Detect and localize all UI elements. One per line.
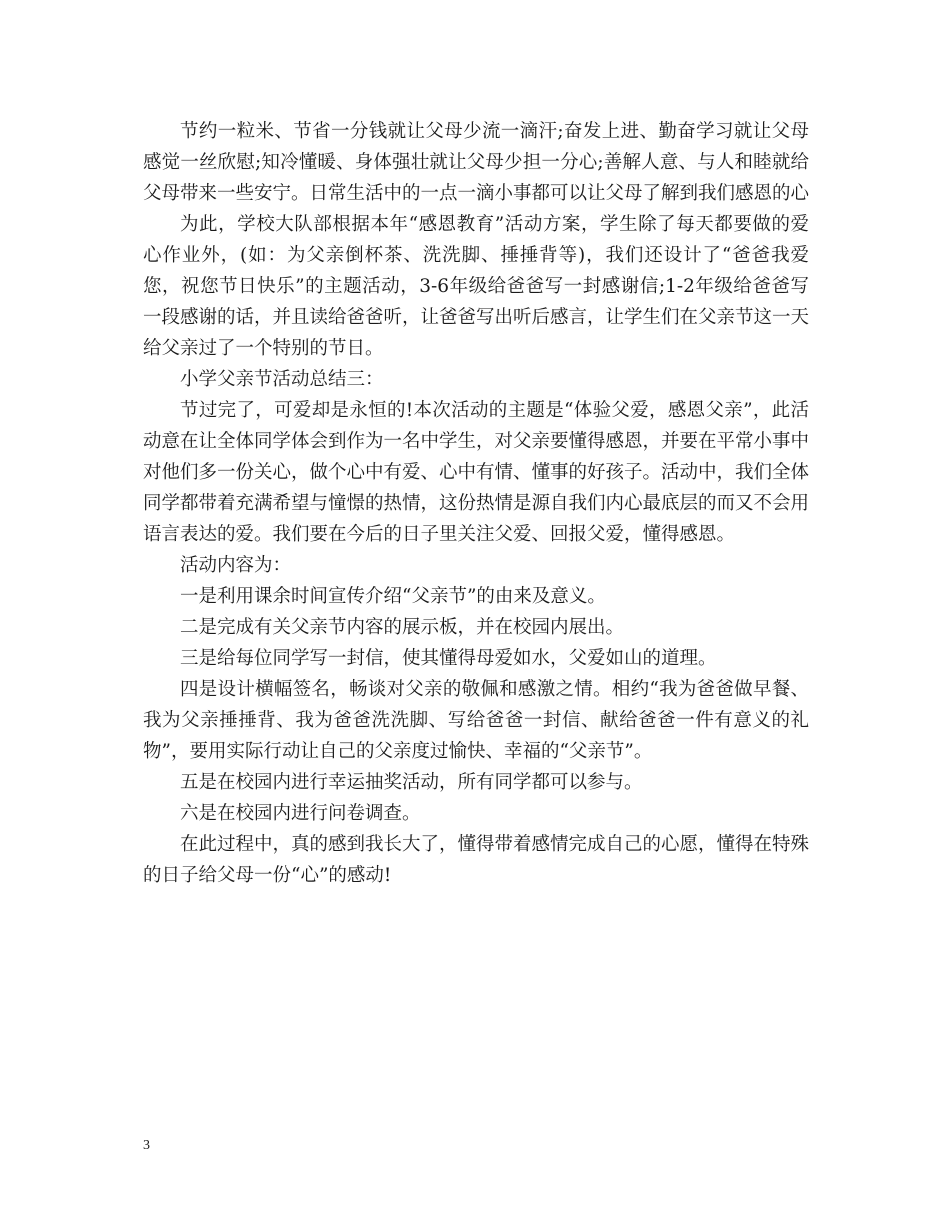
paragraph-2: 为此，学校大队部根据本年“感恩教育”活动方案，学生除了每天都要做的爱心作业外，(如：为父亲倒杯茶、洗洗脚、捶捶背等)，我们还设计了“爸爸我爱您，祝您节日快乐”的主题活动，3-6年级给爸爸写一封感谢信;1-2年级给爸爸写一段感谢的话，并且读给爸爸听，让爸爸写出听后感言，让学生们在父亲节这一天给父亲过了一个特别的节日。 [143,214,810,359]
paragraph-5-heading: 活动内容为： [180,555,292,576]
paragraph-3-heading: 小学父亲节活动总结三： [180,369,384,390]
document-body [143,116,809,891]
paragraph-1: 节约一粒米、节省一分钱就让父母少流一滴汗;奋发上进、勤奋学习就让父母感觉一丝欣慰;知冷懂暖、身体强壮就让父母少担一分心;善解人意、与人和睦就给父母带来一些安宁。日常生活中的一点一滴小事都可以让父母了解到我们感恩的心 [143,121,810,204]
list-item-6: 六是在校园内进行问卷调查。 [180,803,421,824]
list-item-1: 一是利用课余时间宣传介绍“父亲节”的由来及意义。 [180,586,606,607]
paragraph-4: 节过完了，可爱却是永恒的!本次活动的主题是“体验父爱，感恩父亲”，此活动意在让全体同学体会到作为一名中学生，对父亲要懂得感恩，并要在平常小事中对他们多一份关心，做个心中有爱、心中有情、懂事的好孩子。活动中，我们全体同学都带着充满希望与憧憬的热情，这份热情是源自我们内心最底层的而又不会用语言表达的爱。我们要在今后的日子里关注父爱、回报父爱，懂得感恩。 [143,400,810,545]
closing-paragraph: 在此过程中，真的感到我长大了，懂得带着感情完成自己的心愿，懂得在特殊的日子给父母一份“心”的感动! [143,834,810,886]
list-item-3: 三是给每位同学写一封信，使其懂得母爱如水，父爱如山的道理。 [180,648,717,669]
list-item-2: 二是完成有关父亲节内容的展示板，并在校园内展出。 [180,617,625,638]
list-item-4: 四是设计横幅签名，畅谈对父亲的敬佩和感激之情。相约“我为爸爸做早餐、我为父亲捶捶背、我为爸爸洗洗脚、写给爸爸一封信、献给爸爸一件有意义的礼物”，要用实际行动让自己的父亲度过愉快、幸福的“父亲节”。 [143,679,809,762]
list-item-5: 五是在校园内进行幸运抽奖活动，所有同学都可以参与。 [180,772,643,793]
page-number: 3 [143,1138,150,1153]
